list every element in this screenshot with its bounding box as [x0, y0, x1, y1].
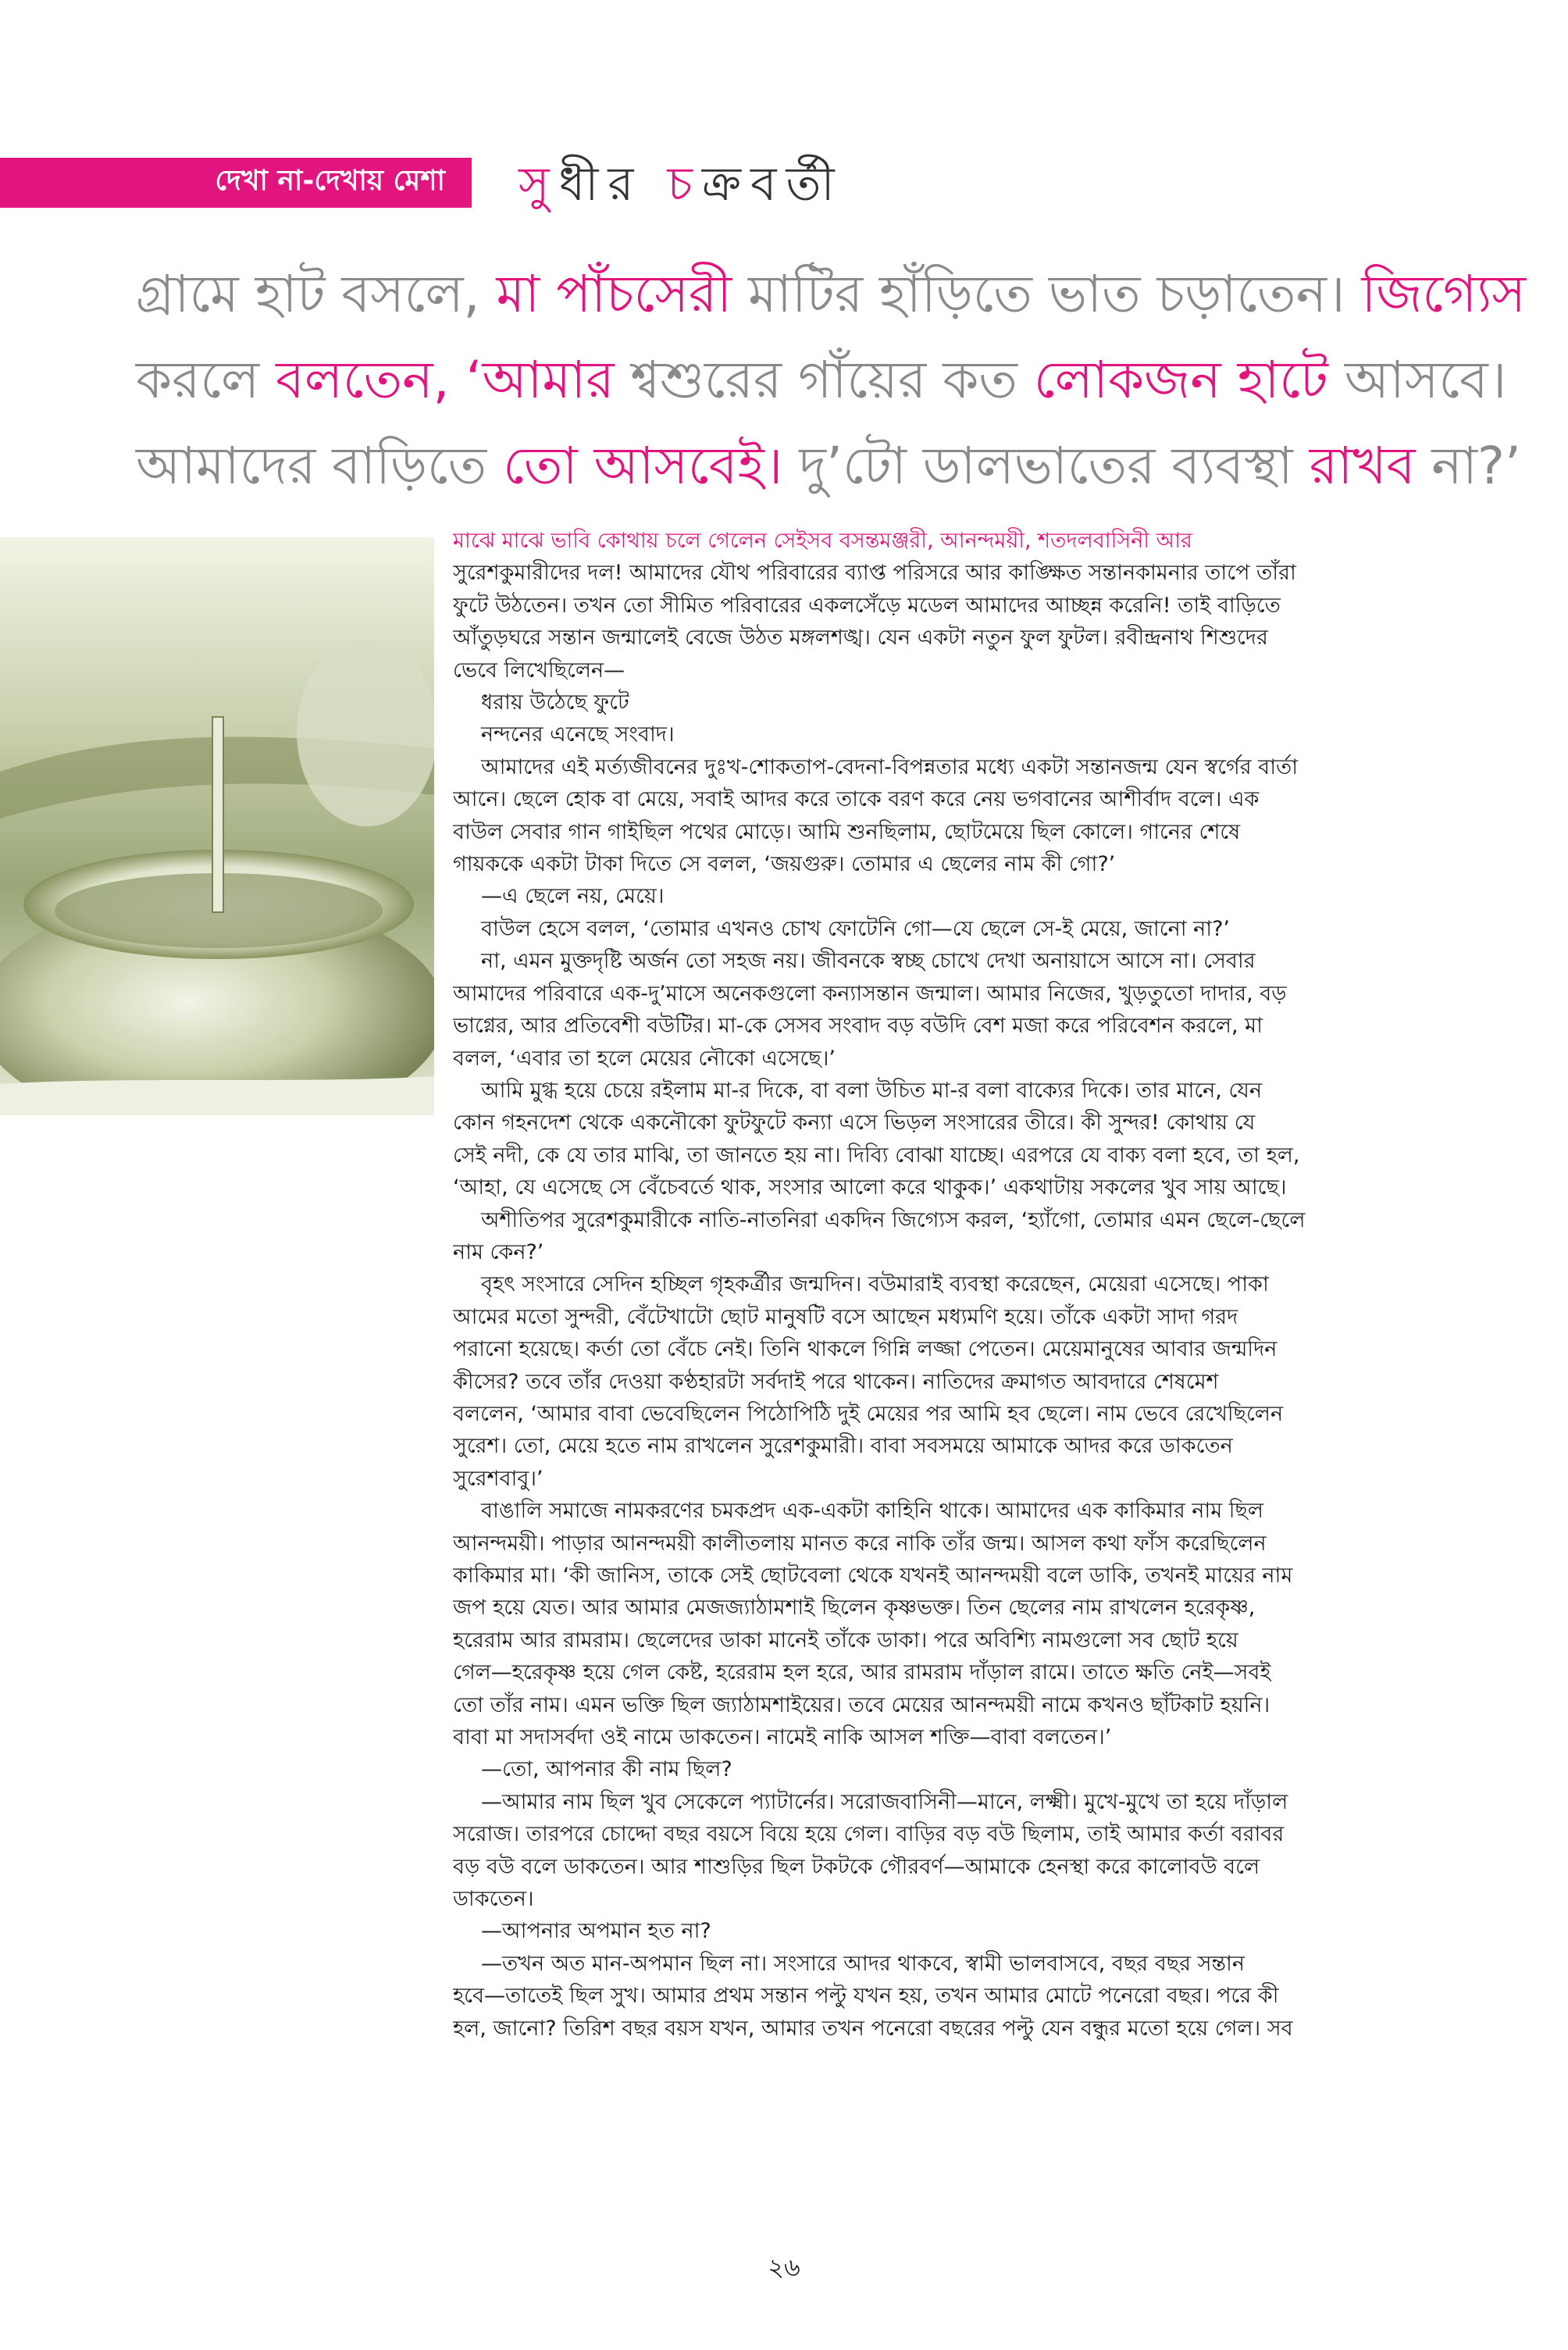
- lead-segment: শ্বশুরের গাঁয়ের কত: [614, 350, 1034, 410]
- body-line: আমের মতো সুন্দরী, বেঁটেখাটো ছোট মানুষটি বসে আছেন মধ্যমণি হয়ে। তাঁকে একটা সাদা গরদ: [453, 1304, 1238, 1329]
- body-line: নন্দনের এনেছে সংবাদ।: [481, 722, 675, 747]
- body-line: অশীতিপর সুরেশকুমারীকে নাতি-নাতনিরা একদিন জিগ্যেস করল, ‘হ্যাঁগো, তোমার এমন ছেলে-ছেলে: [481, 1207, 1306, 1232]
- article-body: [453, 525, 1437, 2045]
- lead-line: [136, 423, 1521, 509]
- lead-highlight: রাখব: [1309, 436, 1416, 496]
- body-line: বৃহৎ সংসারে সেদিন হচ্ছিল গৃহকর্ত্রীর জন্মদিন। বউমারাই ব্যবস্থা করেছেন, মেয়েরা এসেছে। পাকা: [481, 1272, 1269, 1297]
- body-line: গায়ককে একটা টাকা দিতে সে বলল, ‘জয়গুরু। তোমার এ ছেলের নাম কী গো?’: [453, 852, 1116, 877]
- body-line: আনন্দময়ী। পাড়ার আনন্দময়ী কালীতলায় মানত করে নাকি তাঁর জন্ম। আসল কথা ফাঁস করেছিলেন: [453, 1531, 1267, 1556]
- body-line: কাকিমার মা। ‘কী জানিস, তাকে সেই ছোটবেলা থেকে যখনই আনন্দময়ী বলে ডাকি, তখনই মায়ের নাম: [453, 1564, 1293, 1588]
- lead-segment: আসবে।: [1327, 350, 1507, 410]
- body-line: ফুটে উঠতেন। তখন তো সীমিত পরিবারের একলসেঁড়ে মডেল আমাদের আচ্ছন্ন করেনি! তাই বাড়িতে: [453, 593, 1281, 618]
- body-line: —তো, আপনার কী নাম ছিল?: [481, 1757, 732, 1782]
- body-line: —আপনার অপমান হত না?: [481, 1919, 711, 1944]
- body-line: আমাদের পরিবারে এক-দু’মাসে অনেকগুলো কন্যাসন্তান জন্মাল। আমার নিজের, খুড়তুতো দাদার, বড়: [453, 981, 1287, 1006]
- page-number: ২৬: [768, 2252, 800, 2282]
- body-line: সেই নদী, কে যে তার মাঝি, তা জানতে হয় না। দিব্যি বোঝা যাচ্ছে। এরপরে যে বাক্য বলা হবে, তা হল,: [453, 1143, 1300, 1168]
- body-line: বাঙালি সমাজে নামকরণের চমকপ্রদ এক-একটা কাহিনি থাকে। আমাদের এক কাকিমার নাম ছিল: [481, 1499, 1263, 1524]
- body-line: বাউল হেসে বলল, ‘তোমার এখনও চোখ ফোটেনি গো—যে ছেলে সে-ই মেয়ে, জানো না?’: [481, 916, 1230, 941]
- lead-segment: গ্রামে হাট বসলে,: [136, 264, 497, 324]
- lead-segment: করলে: [136, 350, 276, 410]
- body-line: ভাগ্নের, আর প্রতিবেশী বউটির। মা-কে সেসব সংবাদ বড় বউদি বেশ মজা করে পরিবেশন করলে, মা: [453, 1014, 1263, 1039]
- lead-highlight: বলতেন, ‘আমার: [276, 350, 615, 410]
- body-line: বাবা মা সদাসর্বদা ওই নামে ডাকতেন। নামেই নাকি আসল শক্তি—বাবা বলতেন।’: [453, 1725, 1112, 1750]
- body-line: আঁতুড়ঘরে সন্তান জন্মালেই বেজে উঠত মঙ্গলশঙ্খ। যেন একটা নতুন ফুল ফুটল। রবীন্দ্রনাথ শিশুদের: [453, 626, 1268, 651]
- lead-highlight: তো আসবেই।: [503, 436, 783, 496]
- body-line: —আমার নাম ছিল খুব সেকেলে প্যাটার্নের। সরোজবাসিনী—মানে, লক্ষ্মী। মুখে-মুখে তা হয়ে দাঁড়াল: [481, 1789, 1288, 1814]
- body-line: —তখন অত মান-অপমান ছিল না। সংসারে আদর থাকবে, স্বামী ভালবাসবে, বছর বছর সন্তান: [481, 1951, 1245, 1976]
- body-line: ডাকতেন।: [453, 1887, 534, 1912]
- lead-segment: মাটির হাঁড়িতে ভাত চড়াতেন।: [732, 264, 1362, 324]
- body-line: ধরায় উঠেছে ফুটে: [481, 690, 629, 715]
- body-line: হল, জানো? তিরিশ বছর বয়স যখন, আমার তখন পনেরো বছরের পল্টু যেন বন্ধুর মতো হয়ে গেল। সব: [453, 2016, 1293, 2041]
- body-line: সরোজ। তারপরে চোদ্দো বছর বয়সে বিয়ে হয়ে গেল। বাড়ির বড় বউ ছিলাম, তাই আমার কর্তা বরাবর: [453, 1822, 1285, 1847]
- body-line: —এ ছেলে নয়, মেয়ে।: [481, 884, 665, 909]
- section-title: দেখা না-দেখায় মেশা: [215, 165, 445, 197]
- body-line: মাঝে মাঝে ভাবি কোথায় চলে গেলেন সেইসব বসন্তমঞ্জরী, আনন্দময়ী, শতদলবাসিনী আর: [453, 529, 1192, 553]
- author-part: চ: [667, 157, 702, 212]
- body-line: সুরেশ। তো, মেয়ে হতে নাম রাখলেন সুরেশকুমারী। বাবা সবসময়ে আমাকে আদর করে ডাকতেন: [453, 1434, 1233, 1459]
- body-line: বাউল সেবার গান গাইছিল পথের মোড়ে। আমি শুনছিলাম, ছোটমেয়ে ছিল কোলে। গানের শেষে: [453, 819, 1241, 844]
- clay-pot-photo: [0, 537, 434, 1115]
- lead-segment: না?’: [1415, 436, 1521, 496]
- body-line: নাম কেন?’: [453, 1239, 544, 1264]
- body-line: তো তাঁর নাম। এমন ভক্তি ছিল জ্যাঠামশাইয়ের। তবে মেয়ের আনন্দময়ী নামে কখনও ছাঁটকাট হয়নি।: [453, 1692, 1270, 1717]
- lead-highlight: জিগ্যেস: [1361, 264, 1526, 324]
- body-line: বলল, ‘এবার তা হলে মেয়ের নৌকো এসেছে।’: [453, 1046, 836, 1071]
- body-line: আনে। ছেলে হোক বা মেয়ে, সবাই আদর করে তাকে বরণ করে নেয় ভগবানের আশীর্বাদ বলে। এক: [453, 787, 1260, 812]
- body-line: সুরেশকুমারীদের দল! আমাদের যৌথ পরিবারের ব্যাপ্ত পরিসরে আর কাঙ্ক্ষিত সন্তানকামনার তাপে তাঁরা: [453, 561, 1296, 586]
- body-line: কোন গহনদেশ থেকে একনৌকো ফুটফুটে কন্যা এসে ভিড়ল সংসারের তীরে। কী সুন্দর! কোথায় যে: [453, 1111, 1256, 1136]
- body-line: গেল—হরেকৃষ্ণ হয়ে গেল কেষ্ট, হরেরাম হল হরে, আর রামরাম দাঁড়াল রামে। তাতে ক্ষতি নেই—সবই: [453, 1660, 1271, 1685]
- lead-highlight: লোকজন হাটে: [1033, 350, 1328, 410]
- lead-highlight: মা পাঁচসেরী: [496, 264, 732, 324]
- body-line: জপ হয়ে যেত। আর আমার মেজজ্যাঠামশাই ছিলেন কৃষ্ণভক্ত। তিন ছেলের নাম রাখলেন হরেকৃষ্ণ,: [453, 1596, 1256, 1621]
- body-line: হবে—তাতেই ছিল সুখ। আমার প্রথম সন্তান পল্টু যখন হয়, তখন আমার মোটে পনেরো বছর। পরে কী: [453, 1984, 1279, 2009]
- author-part: ধীর: [558, 157, 643, 212]
- body-line: আমাদের এই মর্ত্যজীবনের দুঃখ-শোকতাপ-বেদনা-বিপন্নতার মধ্যে একটা সন্তানজন্ম যেন স্বর্গের বার্তা: [481, 754, 1299, 779]
- author-name: [519, 148, 844, 226]
- lead-segment: দু’টো ডালভাতের ব্যবস্থা: [782, 436, 1310, 496]
- author-part: সু: [519, 157, 559, 212]
- lead-line: [136, 251, 1526, 337]
- body-line: হরেরাম আর রামরাম। ছেলেদের ডাকা মানেই তাঁকে ডাকা। পরে অবিশ্যি নামগুলো সব ছোট হয়ে: [453, 1628, 1238, 1653]
- body-line: কীসের? তবে তাঁর দেওয়া কণ্ঠহারটা সর্বদাই পরে থাকেন। নাতিদের ক্রমাগত আবদারে শেষমেশ: [453, 1369, 1219, 1394]
- lead-segment: আমাদের বাড়িতে: [136, 436, 504, 496]
- body-line: সুরেশবাবু।’: [453, 1466, 543, 1491]
- section-tag: [0, 158, 472, 208]
- body-line: ভেবে লিখেছিলেন—: [453, 658, 625, 683]
- body-line: বড় বউ বলে ডাকতেন। আর শাশুড়ির ছিল টকটকে গৌরবর্ণ—আমাকে হেনস্থা করে কালোবউ বলে: [453, 1854, 1260, 1879]
- body-line: বললেন, ‘আমার বাবা ভেবেছিলেন পিঠোপিঠি দুই মেয়ের পর আমি হব ছেলে। নাম ভেবে রেখেছিলেন: [453, 1401, 1284, 1426]
- lead-quote: [136, 251, 1526, 509]
- body-line: পরানো হয়েছে। কর্তা তো বেঁচে নেই। তিনি থাকলে গিন্নি লজ্জা পেতেন। মেয়েমানুষের আবার জন্মদিন: [453, 1337, 1278, 1362]
- lead-line: [136, 337, 1507, 423]
- body-line: ‘আহা, যে এসেছে সে বেঁচেবর্তে থাক, সংসার আলো করে থাকুক।’ একথাটায় সকলের খুব সায় আছে।: [453, 1175, 1287, 1200]
- body-line: আমি মুগ্ধ হয়ে চেয়ে রইলাম মা-র দিকে, বা বলা উচিত মা-র বলা বাক্যের দিকে। তার মানে, যেন: [481, 1078, 1263, 1103]
- author-part: ক্রবর্তী: [701, 157, 844, 212]
- body-line: না, এমন মুক্তদৃষ্টি অর্জন তো সহজ নয়। জীবনকে স্বচ্ছ চোখে দেখা অনায়াসে আসে না। সেবার: [481, 949, 1256, 974]
